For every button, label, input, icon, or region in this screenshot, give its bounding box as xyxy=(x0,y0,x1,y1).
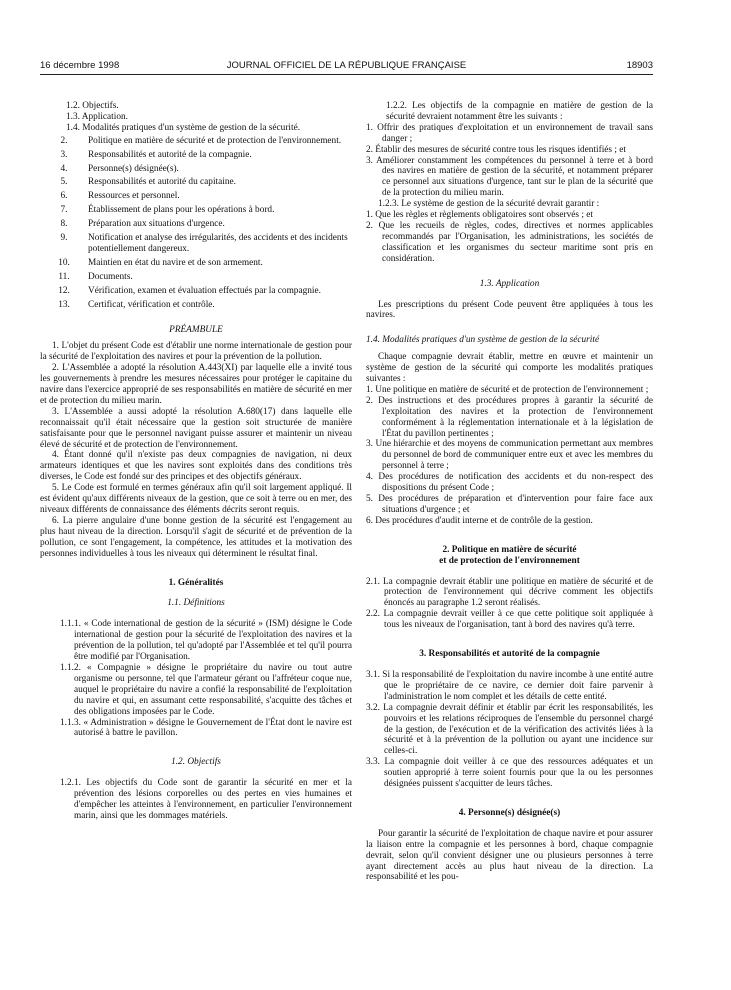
item-text: Préparation aux situations d'urgence. xyxy=(88,219,225,230)
item-number: 13. xyxy=(58,299,70,310)
subsection-title: 1.3. Application xyxy=(479,278,540,289)
item-number: 4. xyxy=(60,163,68,174)
toc-item xyxy=(40,205,352,216)
toc-item xyxy=(40,300,352,311)
section-title-line: et de protection de l'environnement xyxy=(439,555,580,566)
paragraph: Chaque compagnie devrait établir, mettre en œuvre et maintenir un système de gestion de la sécurité qui comporte les modalités pratiques suivantes : xyxy=(366,352,653,385)
item-number: 6. xyxy=(60,191,68,202)
item-text: Certificat, vérification et contrôle. xyxy=(88,299,215,310)
list-item: 3. Une hiérarchie et des moyens de communication permettant aux membres du personnel de bord de communiquer entre eux et avec les membres du personnel à terre ; xyxy=(366,439,653,472)
toc-item xyxy=(40,164,352,175)
section-paragraph: 2.2. La compagnie devrait veiller à ce que cette politique soit appliquée à tous les niveaux de l'organisation, tant à bord des navires qu'à terre. xyxy=(366,609,653,631)
item-text: Responsabilités et autorité de la compagnie. xyxy=(88,149,252,160)
toc-item xyxy=(40,177,352,188)
section-title: 1. Généralités xyxy=(168,577,224,588)
preamble-title: PRÉAMBULE xyxy=(169,324,223,335)
section-paragraph: 3.1. Si la responsabilité de l'exploitation du navire incombe à une entité autre que le propriétaire de ce navire, ce dernier doit faire parvenir à l'administration le nom complet et les détails de cette entité. xyxy=(366,669,653,702)
definition-paragraph: 1.1.3. « Administration » désigne le Gouvernement de l'État dont le navire est autorisé à battre le pavillon. xyxy=(60,717,352,739)
subsection-title: 1.2. Objectifs xyxy=(171,757,221,768)
header-rule xyxy=(40,74,653,75)
list-1-2-3 xyxy=(366,210,653,265)
section-2 xyxy=(366,577,653,632)
item-text: Maintien en état du navire et de son armement. xyxy=(88,257,263,268)
list-item: 1. Que les règles et règlements obligatoires sont observés ; et xyxy=(366,210,593,221)
left-column xyxy=(40,101,352,822)
list-item: 2. Que les recueils de règles, codes, directives et normes applicables recommandés par l'Organisation, les administrations, les sociétés de classification et les organismes du secteur maritime sont pris en considération. xyxy=(366,220,653,264)
toc-items xyxy=(40,136,352,311)
section-title: 4. Personne(s) désignée(s) xyxy=(458,807,561,818)
header-date: 16 décembre 1998 xyxy=(40,60,120,71)
preamble-paragraph: 6. La pierre angulaire d'une bonne gestion de la sécurité est l'engagement au plus haut niveau de la direction. Lorsqu'il s'agit de sécurité et de prévention de la pollution, ce sont l'engagement, la compétence, les attitudes et la motivation des personnes individuelles à tous les niveaux qui déterminent le résultat final. xyxy=(40,515,352,559)
definition-paragraph: 1.1.2. « Compagnie » désigne le propriétaire du navire ou tout autre organisme ou personne, tel que l'armateur gérant ou l'affréteur coque nue, auquel le propriétaire du navire a confié la responsabilité de l'exploitation du navire et qui, en assumant cette responsabilité, s'acquitte des tâches et des obligations imposées par le Code. xyxy=(60,662,352,717)
toc-item xyxy=(40,219,352,230)
modalities-list xyxy=(366,385,653,527)
list-item: 1. Une politique en matière de sécurité et de protection de l'environnement ; xyxy=(366,384,649,395)
preamble-paragraph: 5. Le Code est formulé en termes généraux afin qu'il soit largement appliqué. Il est évident qu'aux différents niveaux de la gestion, que ce soit à terre ou en mer, des niveaux différents de connaissance des éléments décrits seront requis. xyxy=(40,483,352,515)
list-item: 4. Des procédures de notification des accidents et du non-respect des dispositions du présent Code ; xyxy=(366,472,653,494)
section-paragraph: Pour garantir la sécurité de l'exploitation de chaque navire et pour assurer la liaison entre la compagnie et les personnes à bord, chaque compagnie devrait, selon qu'il convient désigner une ou plusieurs personnes à terre ayant directement accès au plus haut niveau de la direction. La responsabilité et les pou- xyxy=(366,828,653,883)
section-paragraph: 2.1. La compagnie devrait établir une politique en matière de sécurité et de protection de l'environnement qui décrive comment les objectifs énoncés au paragraphe 1.2 seront réalisés. xyxy=(366,576,653,609)
item-text: Ressources et personnel. xyxy=(88,191,180,202)
definitions xyxy=(40,619,352,739)
paragraph: Les prescriptions du présent Code peuvent être appliquées à tous les navires. xyxy=(366,299,653,321)
toc-item xyxy=(40,191,352,202)
list-item: 2. Établir des mesures de sécurité contre tous les risques identifiés ; et xyxy=(366,144,626,155)
item-text: Établissement de plans pour les opérations à bord. xyxy=(88,205,275,216)
toc-item xyxy=(40,286,352,297)
item-number: 11. xyxy=(58,271,70,282)
toc xyxy=(40,101,352,134)
section-title xyxy=(366,545,653,567)
subsection-title: 1.1. Définitions xyxy=(167,598,225,609)
page-number: 18903 xyxy=(626,60,653,71)
preamble xyxy=(40,341,352,559)
toc-item xyxy=(40,272,352,283)
item-text: Vérification, examen et évaluation effectués par la compagnie. xyxy=(88,285,321,296)
item-number: 10. xyxy=(58,257,70,268)
paragraph-1-2-2: 1.2.2. Les objectifs de la compagnie en matière de gestion de la sécurité devraient notamment être les suivants : xyxy=(386,101,653,122)
item-number: 9. xyxy=(60,233,68,244)
section-title: 3. Responsabilités et autorité de la compagnie xyxy=(419,649,600,660)
item-number: 3. xyxy=(60,149,68,160)
objectives-paragraph: 1.2.1. Les objectifs du Code sont de garantir la sécurité en mer et la prévention des lésions corporelles ou des pertes en vies humaines et d'empêcher les atteintes à l'environnement, en particulier l'environnement marin, ainsi que les dommages matériels. xyxy=(60,778,352,821)
section-title-line: 2. Politique en matière de sécurité xyxy=(442,544,577,555)
item-number: 7. xyxy=(60,205,68,216)
toc-item xyxy=(40,233,352,255)
list-item: 5. Des procédures de préparation et d'intervention pour faire face aux situations d'urgence ; et xyxy=(366,494,653,515)
paragraph-1-2-3: 1.2.3. Le système de gestion de la sécurité devrait garantir : xyxy=(378,199,600,210)
journal-title: JOURNAL OFFICIEL DE LA RÉPUBLIQUE FRANÇAISE xyxy=(226,60,467,71)
right-column xyxy=(366,101,653,883)
toc-line: 1.3. Application. xyxy=(66,111,128,122)
subsection-title: 1.4. Modalités pratiques d'un système de gestion de la sécurité xyxy=(366,335,600,346)
list-item: 2. Des instructions et des procédures propres à garantir la sécurité de l'exploitation des navires et la protection de l'environnement conformément à la réglementation internationale et à la législation de l'État du pavillon pertinentes ; xyxy=(366,395,653,439)
list-1-2-2 xyxy=(366,123,653,199)
item-text: Politique en matière de sécurité et de protection de l'environnement. xyxy=(88,135,342,146)
list-item: 6. Des procédures d'audit interne et de contrôle de la gestion. xyxy=(366,515,593,526)
section-3 xyxy=(366,670,653,790)
toc-line: 1.2. Objectifs. xyxy=(66,101,119,111)
definition-paragraph: 1.1.1. « Code international de gestion de la sécurité » (ISM) désigne le Code international de gestion pour la sécurité de l'exploitation des navires et la prévention de la pollution, tel qu'adopté par l'Assemblée et tel qu'il pourra être modifié par l'Organisation. xyxy=(60,619,352,663)
preamble-paragraph: 1. L'objet du présent Code est d'établir une norme internationale de gestion pour la sécurité de l'exploitation des navires et pour la prévention de la pollution. xyxy=(40,341,352,363)
item-number: 8. xyxy=(60,219,68,230)
item-text: Personne(s) désignée(s). xyxy=(88,163,179,174)
page-header xyxy=(40,60,653,72)
item-text: Responsabilités et autorité du capitaine. xyxy=(88,177,236,188)
section-paragraph: 3.3. La compagnie doit veiller à ce que des ressources adéquates et un soutien approprié à terre soient fournis pour que la ou les personnes désignées puissent s'acquitter de leurs tâches. xyxy=(366,757,653,790)
section-paragraph: 3.2. La compagnie devrait définir et établir par écrit les responsabilités, les pouvoirs et les relations réciproques de l'ensemble du personnel chargé de la gestion, de l'exécution et de la vérification des activités liées à la sécurité et à la prévention de la pollution ou ayant une incidence sur celles-ci. xyxy=(366,702,653,757)
item-text: Documents. xyxy=(88,271,133,282)
toc-item xyxy=(40,150,352,161)
item-number: 2. xyxy=(60,135,68,146)
preamble-paragraph: 2. L'Assemblée a adopté la résolution A.443(XI) par laquelle elle a invité tous les gouvernements à prendre les mesures nécessaires pour protéger le capitaine du navire dans l'exercice approprié de ses responsabilités en matière de sécurité en mer et de protection du milieu marin. xyxy=(40,363,352,406)
list-item: 1. Offrir des pratiques d'exploitation et un environnement de travail sans danger ; xyxy=(366,122,653,144)
toc-item xyxy=(40,136,352,147)
item-number: 12. xyxy=(58,285,70,296)
item-text: Notification et analyse des irrégularités, des accidents et des incidents potentiellement dangereux. xyxy=(88,233,348,254)
preamble-paragraph: 4. Étant donné qu'il n'existe pas deux compagnies de navigation, ni deux armateurs identiques et que les navires sont exploités dans des conditions très diverses, le Code est fondé sur des principes et des objectifs généraux. xyxy=(40,450,352,483)
list-item: 3. Améliorer constamment les compétences du personnel à terre et à bord des navires en matière de gestion de la sécurité, et notamment préparer ce personnel aux situations d'urgence, tant sur le plan de la sécurité que de la protection du milieu marin. xyxy=(366,155,653,199)
toc-item xyxy=(40,258,352,269)
item-number: 5. xyxy=(60,177,68,188)
preamble-paragraph: 3. L'Assemblée a aussi adopté la résolution A.680(17) dans laquelle elle reconnaissait qu'il était nécessaire que la gestion soit structurée de manière satisfaisante pour que le personnel navigant puisse assurer et maintenir un niveau élevé de sécurité et de protection de l'environnement. xyxy=(40,406,352,450)
toc-line: 1.4. Modalités pratiques d'un système de gestion de la sécurité. xyxy=(66,122,301,133)
